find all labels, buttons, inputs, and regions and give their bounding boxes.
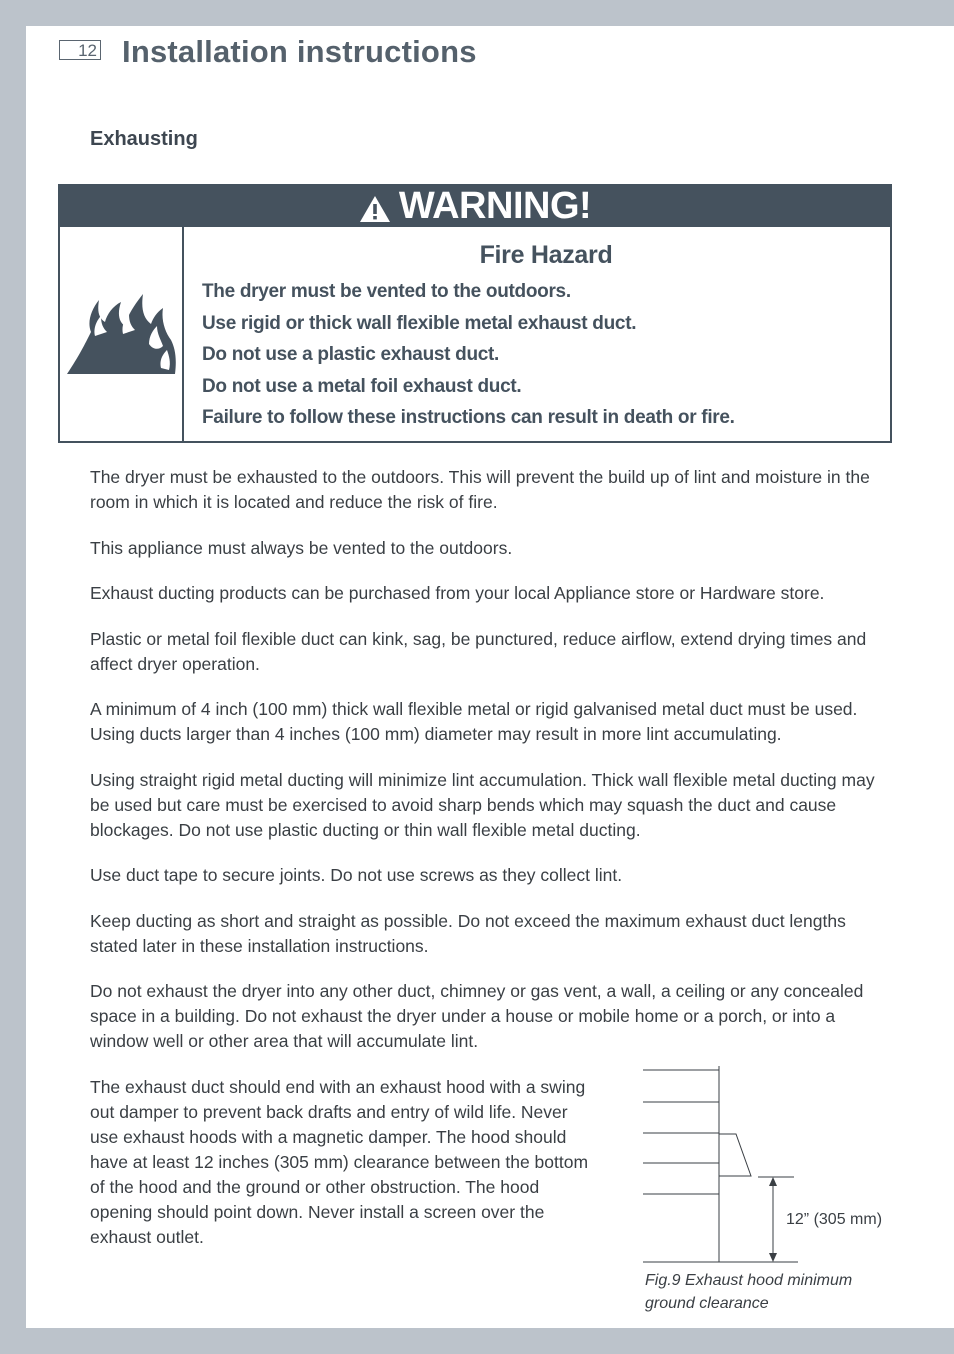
paragraph: Using straight rigid metal ducting will minimize lint accumulation. Thick wall flexible metal ducting may be used but care must be exercised to avoid sharp bends which may squash the duct and cause blockages. Do not use plastic ducting or thin wall flexible metal ducting.	[90, 770, 875, 840]
hazard-line: Do not use a plastic exhaust duct.	[202, 344, 500, 365]
paragraph: Exhaust ducting products can be purchased from your local Appliance store or Hardware store.	[90, 583, 825, 603]
warning-text-cell	[184, 227, 890, 441]
manual-page	[26, 26, 954, 1328]
paragraph: A minimum of 4 inch (100 mm) thick wall flexible metal or rigid galvanised metal duct must be used. Using ducts larger than 4 inches (100 mm) diameter may result in more lint accumulating.	[90, 699, 858, 744]
paragraph: This appliance must always be vented to the outdoors.	[90, 538, 513, 558]
paragraph: The exhaust duct should end with an exhaust hood with a swing out damper to prevent back drafts and entry of wild life. Never use exhaust hoods with a magnetic damper. The hood should have at least 12 inches (305 mm) clearance between the bottom of the hood and the ground or other obstruction. The hood opening should point down. Never install a screen over the exhaust outlet.	[90, 1077, 589, 1247]
paragraph: Plastic or metal foil flexible duct can kink, sag, be punctured, reduce airflow, extend drying times and affect dryer operation.	[90, 629, 867, 674]
hazard-line: Do not use a metal foil exhaust duct.	[202, 375, 522, 397]
hazard-line: Use rigid or thick wall flexible metal exhaust duct.	[202, 312, 637, 334]
page-number: 12	[59, 40, 101, 60]
warning-box	[58, 184, 892, 443]
warning-icon-cell	[60, 227, 184, 441]
paragraph: Use duct tape to secure joints. Do not use screws as they collect lint.	[90, 865, 623, 885]
warning-body	[60, 227, 890, 441]
section-heading: Exhausting	[90, 128, 198, 150]
paragraph: Keep ducting as short and straight as possible. Do not exceed the maximum exhaust duct lengths stated later in these installation instructions.	[90, 911, 846, 956]
warning-header	[60, 186, 890, 227]
paragraph: The dryer must be exhausted to the outdoors. This will prevent the build up of lint and moisture in the room in which it is located and reduce the risk of fire.	[90, 467, 870, 512]
fire-icon	[65, 292, 177, 376]
hazard-title: Fire Hazard	[479, 241, 613, 269]
paragraph: Do not exhaust the dryer into any other duct, chimney or gas vent, a wall, a ceiling or any concealed space in a building. Do not exhaust the dryer under a house or mobile home or a porch, or into a window well or other area that will accumulate lint.	[90, 981, 864, 1051]
clearance-dimension-label: 12” (305 mm)	[786, 1211, 883, 1228]
warning-label: WARNING!	[398, 185, 592, 227]
warning-triangle-icon	[359, 195, 391, 223]
figure-caption: Fig.9 Exhaust hood minimum ground clearance	[645, 1272, 853, 1312]
page-title: Installation instructions	[122, 34, 477, 69]
hazard-line: Failure to follow these instructions can result in death or fire.	[202, 407, 735, 428]
hazard-line: The dryer must be vented to the outdoors.	[202, 281, 571, 302]
